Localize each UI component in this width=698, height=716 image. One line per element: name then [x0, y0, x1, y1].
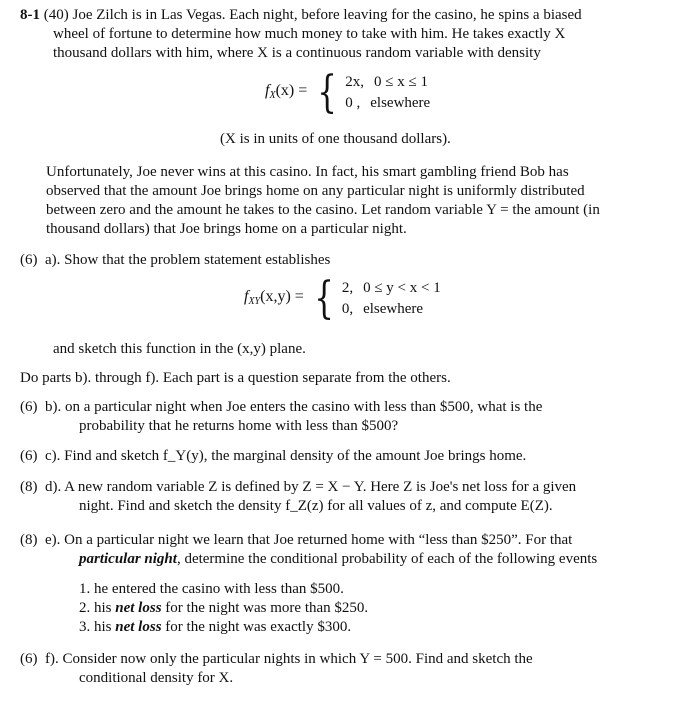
part-a-followup: and sketch this function in the (x,y) plane. [53, 341, 306, 357]
density-xy-case-1: 2, 0 ≤ y < x < 1 [341, 280, 441, 296]
part-d-line-2: night. Find and sketch the density f_Z(z) for all values of z, and compute E(Z). [79, 498, 553, 514]
part-c: (6) c). Find and sketch f_Y(y), the marginal density of the amount Joe brings home. [20, 448, 527, 464]
density-xy-lhs: $f_{XY}(x,y)$ = [244, 288, 304, 307]
part-e-line-2: particular night, determine the conditional probability of each of the following events [79, 551, 598, 567]
part-f-line-2: conditional density for X. [79, 670, 234, 686]
instructions: Do parts b). through f). Each part is a question separate from the others. [20, 370, 451, 386]
density-x-case-1: 2x, 0 ≤ x ≤ 1 [345, 74, 428, 90]
part-b-line-2: probability that he returns home with less than $500? [79, 418, 399, 434]
problem-intro-line-1: 8-1 (40) Joe Zilch is in Las Vegas. Each night, before leaving for the casino, he spins a biased [20, 7, 582, 23]
paragraph-2-line-4: thousand dollars) that Joe brings home on a particular night. [46, 221, 407, 237]
units-note: (X is in units of one thousand dollars). [220, 131, 451, 147]
part-e-item-3: 3. his net loss for the night was exactly $300. [79, 619, 352, 635]
problem-number: 8-1 [20, 7, 40, 23]
part-e-line-1: (8) e). On a particular night we learn that Joe returned home with “less than $250”. For that [20, 532, 573, 548]
problem-points: (40) [43, 7, 69, 23]
part-e-item-1: 1. he entered the casino with less than $500. [79, 581, 344, 597]
density-x-case-2: 0 , elsewhere [345, 95, 431, 111]
part-e-item-2: 2. his net loss for the night was more than $250. [79, 600, 369, 616]
density-xy-case-2: 0, elsewhere [341, 301, 424, 317]
paragraph-2-line-2: observed that the amount Joe brings home on any particular night is uniformly distributed [46, 183, 585, 199]
left-brace: { [317, 67, 338, 118]
paragraph-2-line-3: between zero and the amount he takes to the casino. Let random variable Y = the amount (in [46, 202, 600, 218]
part-d-line-1: (8) d). A new random variable Z is defined by Z = X − Y. Here Z is Joe's net loss for a given [20, 479, 577, 495]
left-brace: { [314, 273, 334, 324]
density-x-formula [265, 67, 431, 118]
part-b-line-1: (6) b). on a particular night when Joe enters the casino with less than $500, what is the [20, 399, 543, 415]
problem-intro-line-3: thousand dollars with him, where X is a continuous random variable with density [53, 45, 541, 61]
part-a-heading: (6) a). Show that the problem statement establishes [20, 252, 331, 268]
part-f-line-1: (6) f). Consider now only the particular nights in which Y = 500. Find and sketch the [20, 651, 533, 667]
density-xy-formula [244, 273, 441, 324]
problem-intro-line-2: wheel of fortune to determine how much money to take with him. He takes exactly X [53, 26, 566, 42]
density-x-lhs: $f_X(x)$ = [265, 82, 308, 101]
paragraph-2-line-1: Unfortunately, Joe never wins at this casino. In fact, his smart gambling friend Bob has [46, 164, 569, 180]
